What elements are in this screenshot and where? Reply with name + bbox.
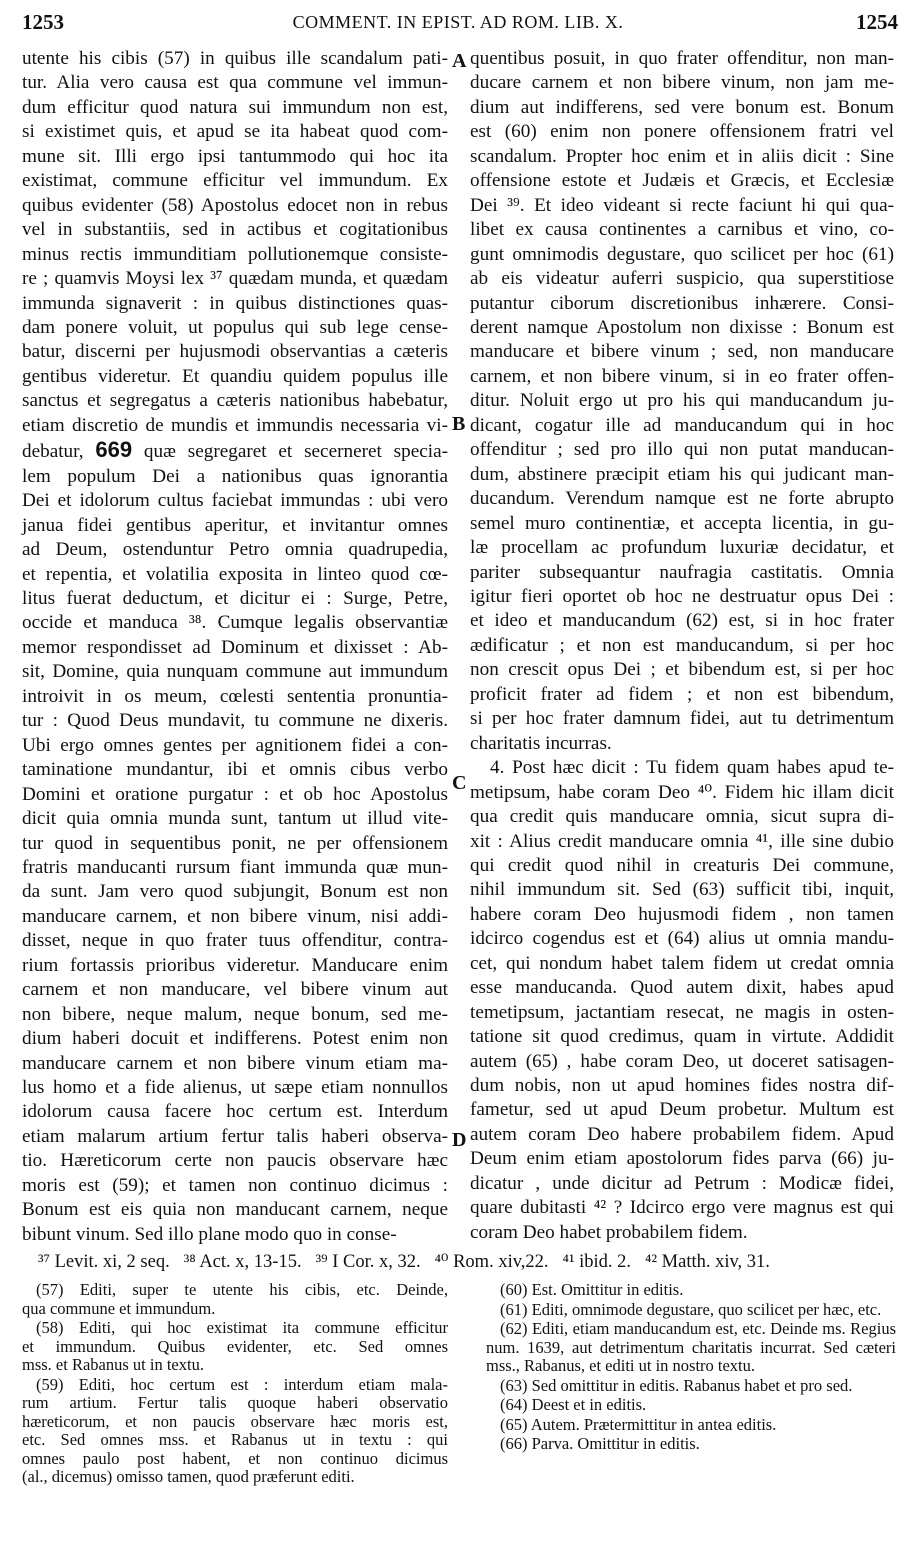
text-line: Bonum est eis quia non manducant carnem, neque	[22, 1199, 448, 1221]
text-line: putantur ciborum discretionibus inhærere. Consi-	[470, 292, 894, 314]
footnote-line: (59) Editi, hoc certum est : interdum etiam mala-	[36, 1374, 448, 1394]
footnote-line: mss. et Rabanus ut in textu.	[22, 1355, 204, 1374]
page-header	[0, 10, 916, 40]
text-line: tatione sit quod credimus, quam in virtute. Addidit	[470, 1026, 894, 1048]
text-line: etiam discretio de mundis et immundis necessaria vi-	[22, 414, 448, 436]
text-line: metipsum, habe coram Deo ⁴⁰. Fidem hic illam dicit	[470, 781, 894, 803]
footnote-line: et immundum. Quibus evidenter, etc. Sed omnes	[22, 1336, 448, 1356]
scripture-reference: ⁴¹ ibid. 2.	[562, 1252, 632, 1272]
text-line: tio. Hæreticorum certe non paucis observare hæc	[22, 1150, 448, 1172]
text-line: ad Deum, ostenduntur Petro omnia quadrupedia,	[22, 539, 448, 561]
text-line: tur quod in sequentibus ponit, ne per offensionem	[22, 832, 448, 854]
footnote-line: hæreticorum, et non paucis observare hæc moris est,	[22, 1411, 448, 1431]
text-line: quare dubitasti ⁴² ? Idcirco ergo vere magnus est qui	[470, 1197, 894, 1219]
text-line: charitatis incurras.	[470, 732, 612, 754]
right-text-column	[470, 47, 894, 1245]
text-line: ædificatur ; et non est manducandum, si per hoc	[470, 634, 894, 656]
footnote-line: qua commune et immundum.	[22, 1298, 216, 1318]
text-line: habere coram Deo hujusmodi fidem , non tamen	[470, 903, 894, 925]
scripture-references	[38, 1251, 898, 1273]
scripture-reference: ⁴⁰ Rom. xiv,22.	[434, 1252, 549, 1272]
text-line: libet ex causa continentes a carnibus et vino, co-	[470, 219, 894, 241]
text-line: ducandum. Verendum namque est ne forte abrupto	[470, 488, 894, 510]
footnote-line: rum artium. Fertur talis quoque haberi observatio	[22, 1393, 448, 1412]
text-line: fametur, sed ut apud Deum probetur. Multum est	[470, 1099, 894, 1121]
text-line: Deum enim etiam apostolorum fides parva (66) ju-	[470, 1148, 894, 1170]
text-line: nihil immundum sit. Sed (63) sufficit tibi, inquit,	[470, 879, 894, 901]
text-line: disset, neque in quo frater tuus offenditur, contra-	[22, 930, 448, 952]
text-line: et ideo et manducandum (62) est, si in hoc frater	[470, 610, 894, 632]
page-number-right: 1254	[856, 10, 898, 34]
text-line: minus rectis immunditiam pollutionemque consiste-	[22, 243, 448, 265]
text-line: immunda signaverit : in quibus distinctiones quas-	[22, 292, 448, 314]
footnote-line: (57) Editi, super te utente his cibis, etc. Deinde,	[36, 1280, 448, 1299]
text-line: gentibus videretur. Et quandiu quidem populus ille	[22, 365, 448, 387]
text-line: quibus evidenter (58) Apostolus edocet non in rebus	[22, 194, 448, 216]
margin-letter-b: B	[452, 413, 466, 435]
text-line: rium fortassis prioribus videretur. Manducare enim	[22, 954, 448, 976]
text-line: qui credit quod nihil in creaturis Dei commune,	[470, 854, 894, 876]
text-line: re ; quamvis Moysi lex ³⁷ quædam munda, et quædam	[22, 268, 448, 290]
text-line: fratris manducanti rursum fiant immunda quæ mun-	[22, 856, 448, 878]
text-line: proficit frater ad fidem ; et non est bibendum,	[470, 683, 894, 705]
text-line: etiam malarum artium fertur talis haberi observa-	[22, 1125, 448, 1147]
footnote: (62) Editi, etiam manducandum est, etc. Deinde ms. Regius num. 1639, aut detrimentum charitatis incurrat. Sed cæteri mss., Rabanus, et editi ut in nostro textu.	[486, 1319, 896, 1375]
text-line: læ procellam ac profundum luxuriæ decidatur, et	[470, 537, 894, 559]
margin-letter-c: C	[452, 772, 467, 794]
text-line: carnem, et non bibere vinum, si in eo frater offen-	[470, 365, 894, 387]
running-title: COMMENT. IN EPIST. AD ROM. LIB. X.	[292, 12, 624, 32]
text-line: taminatione mundantur, ibi et omnis cibus verbo	[22, 759, 448, 781]
text-line: coram Deo habet probabilem fidem.	[470, 1221, 748, 1243]
text-line: quentibus posuit, in quo frater offenditur, non man-	[470, 48, 894, 69]
text-line: 4. Post hæc dicit : Tu fidem quam habes apud te-	[490, 757, 894, 779]
page-number-left: 1253	[22, 10, 64, 34]
scripture-reference: ³⁷ Levit. xi, 2 seq.	[38, 1252, 170, 1272]
footnote: (64) Deest et in editis.	[500, 1395, 647, 1414]
text-line: dium haberi docuit et indifferens. Potest enim non	[22, 1028, 448, 1050]
text-line: manducare carnem, et non bibere vinum, nisi addi-	[22, 905, 448, 927]
text-line: dium aut indifferens, sed vere bonum est. Bonum	[470, 96, 894, 118]
text-line: janua fidei gentibus aperitur, et invitantur omnes	[22, 514, 448, 536]
text-line: dum, abstinere præcipit etiam his qui judicant man-	[470, 463, 894, 485]
text-line: manducare carnem et non bibere vinum etiam ma-	[22, 1052, 448, 1074]
text-line: Dei et idolorum cultus faciebat immundas : ubi vero	[22, 490, 448, 512]
text-line: occide et manduca ³⁸. Cumque legalis observantiæ	[22, 612, 448, 634]
text-line: semel muro continentiæ, et accepta licentia, in gu-	[470, 512, 894, 534]
text-line: qua credit quis manducare omnia, sicut supra di-	[470, 806, 894, 828]
footnote-line: omnes paulo post habent, et non continuo dicimus	[22, 1448, 448, 1468]
text-line: idcirco cogendus est et (64) alius ut omnia mandu-	[470, 928, 894, 950]
text-line: da sunt. Jam vero quod subjungit, Bonum est non	[22, 881, 448, 903]
text-line: dam ponere voluit, ut populus qui sub lege cense-	[22, 316, 448, 338]
text-line: manducare et bibere vinum ; sed, non manducare	[470, 341, 894, 363]
footnote: (63) Sed omittitur in editis. Rabanus habet et pro sed.	[500, 1375, 853, 1395]
text-line: vel in substantiis, sed in actibus et cogitationibus	[22, 219, 448, 241]
text-line: Dei ³⁹. Et ideo videant si recte faciunt hi qui qua-	[470, 194, 894, 216]
text-line: xit : Alius credit manducare omnia ⁴¹, ille sine dubio	[470, 830, 894, 852]
text-line: igitur fieri oportet ob hoc ne destruatur opus Dei :	[470, 585, 894, 607]
footnote	[22, 1376, 448, 1487]
footnote-line: etc. Sed omnes mss. et Rabanus ut in textu : qui	[22, 1430, 448, 1449]
left-text-column	[22, 47, 448, 1247]
footnote	[22, 1319, 448, 1375]
text-line: cet, qui nondum habet talem fidem ut credat omnia	[470, 952, 894, 974]
scripture-reference: ³⁸ Act. x, 13-15.	[183, 1252, 302, 1272]
text-line: ducare carnem et non bibere vinum, non jam me-	[470, 72, 894, 94]
text-line: ditur. Noluit ergo ut pro his qui manducandum ju-	[470, 390, 894, 412]
text-line: debatur, 669 quæ segregaret et secerneret specia-	[22, 437, 448, 463]
text-line: offenditur ; sed pro illo qui non putat manducan-	[470, 439, 894, 461]
text-line: sit, Domine, quia nunquam commune aut immundum	[22, 661, 448, 683]
footnotes-left	[22, 1281, 448, 1488]
text-line: dum efficitur quod natura sui immundum non est,	[22, 96, 448, 118]
footnote-line: (al., dicemus) omisso tamen, quod præferunt editi.	[22, 1467, 355, 1486]
text-line: tur. Alia vero causa est qua commune vel immun-	[22, 72, 448, 94]
text-line: bibunt vinum. Sed illo plane modo quo in conse-	[22, 1223, 397, 1245]
footnote-line: (58) Editi, qui hoc existimat ita commune efficitur	[36, 1318, 448, 1337]
text-line: batur, discerni per hujusmodi observantias a cæteris	[22, 341, 448, 363]
footnote: (66) Parva. Omittitur in editis.	[500, 1434, 700, 1453]
footnote: (65) Autem. Prætermittitur in antea editis.	[500, 1414, 777, 1434]
text-line: dicit quia omnia munda sunt, tantum ut illud vite-	[22, 808, 448, 830]
text-line: moris est (59); et tamen non continuo dicimus :	[22, 1174, 448, 1196]
text-line: lus homo et a fide alienus, ut sæpe etiam nonnullos	[22, 1077, 448, 1099]
text-line: autem coram Deo habere probabilem fidem. Apud	[470, 1123, 894, 1145]
text-line: ab eis videatur auferri suspicio, qua superstitiose	[470, 268, 894, 290]
text-line: memor respondisset ad Dominum et dixisset : Ab-	[22, 636, 448, 658]
footnote: (61) Editi, omnimode degustare, quo scilicet per hæc, etc.	[500, 1299, 882, 1319]
text-line: si per hoc frater damnum fidei, aut tu detrimentum	[470, 708, 894, 730]
text-line: existimat, commune efficitur vel immundum. Ex	[22, 170, 448, 192]
text-line: mune sit. Illi ergo ipsi tantummodo qui hoc ita	[22, 145, 448, 167]
footnote	[22, 1281, 448, 1318]
text-line: idolorum causa facere hoc certum est. Interdum	[22, 1101, 448, 1123]
text-line: Domini et oratione purgatur : et ob hoc Apostolus	[22, 783, 448, 805]
scripture-reference: ⁴² Matth. xiv, 31.	[645, 1252, 770, 1272]
footnote: (60) Est. Omittitur in editis.	[500, 1280, 684, 1299]
margin-letter-a: A	[452, 50, 467, 72]
text-line: tur : Quod Deus mundavit, tu commune ne dixeris.	[22, 710, 448, 732]
text-line: offensione estote et Judæis et Græcis, et Ecclesiæ	[470, 170, 894, 192]
text-line: sanctus et segregatus a cæteris nationibus habebatur,	[22, 390, 448, 412]
text-line: derent namque Apostolum non dixisse : Bonum est	[470, 316, 894, 338]
text-line: est (60) enim non ponere offensionem fratri vel	[470, 121, 894, 143]
text-line: pariter subsequantur naufragia castitatis. Omnia	[470, 561, 894, 583]
text-line: si existimet quis, et apud se ita habeat quod com-	[22, 121, 448, 143]
text-line: lem populum Dei a nationibus quas ignorantia	[22, 465, 448, 487]
footnotes-right	[486, 1281, 896, 1455]
text-line: dicant, cogatur ille ad manducandum qui in hoc	[470, 414, 894, 436]
text-line: dum nobis, non ut apud homines fides nostra dif-	[470, 1075, 894, 1097]
text-line: Ubi ergo omnes gentes per agnitionem fidei a con-	[22, 734, 448, 756]
text-line: autem (65) , habe coram Deo, ut doceret satisagen-	[470, 1050, 894, 1072]
scripture-reference: ³⁹ I Cor. x, 32.	[315, 1252, 421, 1272]
text-line: et repentia, et volatilia exposita in linteo quod cœ-	[22, 563, 448, 585]
text-line: esse manducanda. Quod autem dixit, habes apud	[470, 977, 894, 999]
text-line: non crescit opus Dei ; et bibendum est, si per hoc	[470, 659, 894, 681]
text-line: utente his cibis (57) in quibus ille scandalum pati-	[22, 48, 448, 69]
text-line: dicatur , unde dicitur ad Petrum : Modicæ fidei,	[470, 1172, 894, 1194]
text-line: non bibere, neque malum, neque bonum, sed me-	[22, 1003, 448, 1025]
margin-letter-d: D	[452, 1129, 467, 1151]
text-line: carnem et non manducare, vel bibere vinum aut	[22, 979, 448, 1001]
text-line: gunt omnimodis degustare, quo scilicet per hoc (61)	[470, 243, 894, 265]
text-line: introivit in os meum, cœlesti sententia pronuntia-	[22, 685, 448, 707]
text-line: scandalum. Propter hoc enim et in aliis dicit : Sine	[470, 145, 894, 167]
text-line: temetipsum, jactantiam resecat, ne magis in osten-	[470, 1001, 894, 1023]
folio-marker: 669	[95, 437, 133, 463]
text-line: litus fuerat deductum, et dicitur ei : Surge, Petre,	[22, 587, 448, 609]
